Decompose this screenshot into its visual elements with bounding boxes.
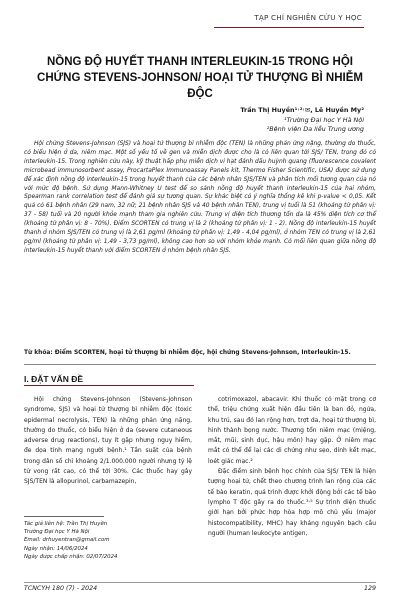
abstract: Hội chứng Stevens-Johnson (SJS) và hoại tử thượng bì nhiễm độc (TEN) là những phản ứng nặng, thường do thuốc, có biểu hiện ở da, niêm mạc. Một số yếu tố về gen và miễn dịch được cho là có liên quan tới SJS/ TEN, trong đó có interleukin-15. Trong nghiên cứu này, kỹ thuật hấp phụ miễn dịch vi hạt đánh dấu huỳnh quang (fluorescence covalent microbead immunosorbent assay, ProcartaPlex Immunoassay Panels kit, Thermo Fisher Scientific, USA) được sử dụng để xác định nồng độ interleukin-15 trong huyết thanh của các bệnh nhân SJS/TEN và phân tích mối tương quan của nó với mức độ bệnh. Sử dụng Mann-Whitney U test để so sánh nồng độ huyết thanh interleukin-15 của hai nhóm, Spearman rank correlation test để đánh giá sự tương quan. Sự khác biệt có ý nghĩa thống kê khi p-value < 0,05. Kết quả có 61 bệnh nhân (29 nam, 32 nữ; 21 bệnh nhân SJS và 40 bệnh nhân TEN), trung vị tuổi là 51 (khoảng tứ phân vị: 37 - 58) tuổi và 20 người khỏe mạnh tham gia nghiên cứu. Trung vị diện tích thương tổn da là 45% diện tích cơ thể (khoảng tứ phân vị: 8 - 70%). Điểm SCORTEN có trung vị là 2 (khoảng tứ phân vị: 1 - 2). Nồng độ interleukin-15 huyết thanh ở nhóm SJS/TEN có trung vị là 2,61 pg/ml (khoảng tứ phân vị: 1,49 - 4,04 pg/ml), ở nhóm TEN có trung vị là 2,61 pg/ml (khoảng tứ phân vị: 1,49 - 3,73 pg/ml), không cao hơn so với nhóm khỏe mạnh. Có mối liên quan giữa nồng độ interleukin-15 huyết thanh với điểm SCORTEN ở nhóm bệnh nhân SJS. <box>24 141 376 254</box>
body-column-left <box>24 395 192 488</box>
institution: Trường Đại học Y Hà Nội <box>24 529 90 536</box>
body-paragraph: cotrimoxazol, abacavir. Khi thuốc có mặt trong cơ thể, triệu chứng xuất hiện đầu tiên là ban đỏ, ngứa, khu trú, sau đó lan rộng hơn, trợt da, hoại tử thượng bì, hình thành bọng nước. Thương tổn niêm mạc (miệng, mắt, mũi, sinh dục, hậu môn) hay gặp. Ở niêm mạc mắt có thể để lại các di chứng như sẹo, dính kết mạc, loét giác mạc.² <box>208 396 376 465</box>
email: Email: drhuyentran@gmail.com <box>24 537 110 544</box>
correspondence-notes <box>24 520 194 561</box>
journal-issue: TCNCYH 180 (7) - 2024 <box>24 585 98 592</box>
keywords-divider <box>24 364 376 365</box>
corresponding-author: Tác giả liên hệ: Trần Thị Huyền <box>24 521 108 527</box>
affiliation-2: ²Bệnh viện Da liễu Trung ương <box>266 125 364 133</box>
date-received: Ngày nhận: 14/06/2024 <box>24 545 88 552</box>
journal-header <box>0 0 400 28</box>
article-title: NỒNG ĐỘ HUYẾT THANH INTERLEUKIN-15 TRONG HỘI CHỨNG STEVENS-JOHNSON/ HOẠI TỬ THƯỢNG BÌ NHIỄM ĐỘC <box>37 56 363 100</box>
author-names: Trần Thị Huyền¹˒²˒✉, Lê Huyền My² <box>240 106 364 114</box>
author-block <box>114 106 364 135</box>
page-number: 129 <box>363 585 376 592</box>
footnote-divider <box>24 516 104 517</box>
body-paragraph: Hội chứng Stevens-Johnson (Stevens-Johnson syndrome, SJS) và hoại tử thượng bì nhiễm độc (toxic epidermal necrolysis, TEN) là những phản ứng nặng, thường do thuốc, có biểu hiện ở da (severe cutaneous adverse drug reactions), tuy ít gặp nhưng nguy hiểm, đe dọa tính mạng người bệnh.¹ Tần suất của bệnh trong dân số chỉ khoảng 2/1.000.000 người nhưng tỷ lệ tử vong rất cao, có thể tới 30%. Các thuốc hay gây SJS/TEN là allopurinol, carbamazepin, <box>24 396 192 486</box>
footer-divider <box>24 582 376 583</box>
date-accepted: Ngày được chấp nhận: 02/07/2024 <box>24 553 118 560</box>
keywords: Từ khóa: Điểm SCORTEN, hoại tử thượng bì nhiễm độc, hội chứng Stevens-Johnson, Interleukin-15. <box>24 350 351 356</box>
body-column-right <box>208 395 376 539</box>
body-paragraph: Đặc điểm sinh bệnh học chính của SJS/ TEN là hiện tượng hoại tử, chết theo chương trình lan rộng của các tế bào keratin, quá trình được khởi động bởi các tế bào lympho T độc gây ra do thuốc.³˒⁵ Sự trình diện thuốc giới hạn bởi phức hợp hòa hợp mô chủ yếu (major histocompatibility, MHC) hay kháng nguyên bạch cầu người (human leukocyte antigen, <box>208 468 376 537</box>
section-heading: I. ĐẶT VẤN ĐỀ <box>24 374 84 384</box>
section-rule <box>24 385 194 386</box>
affiliation-1: ¹Trường Đại học Y Hà Nội <box>283 115 364 124</box>
journal-label: TẠP CHÍ NGHIÊN CỨU Y HỌC <box>254 13 362 22</box>
